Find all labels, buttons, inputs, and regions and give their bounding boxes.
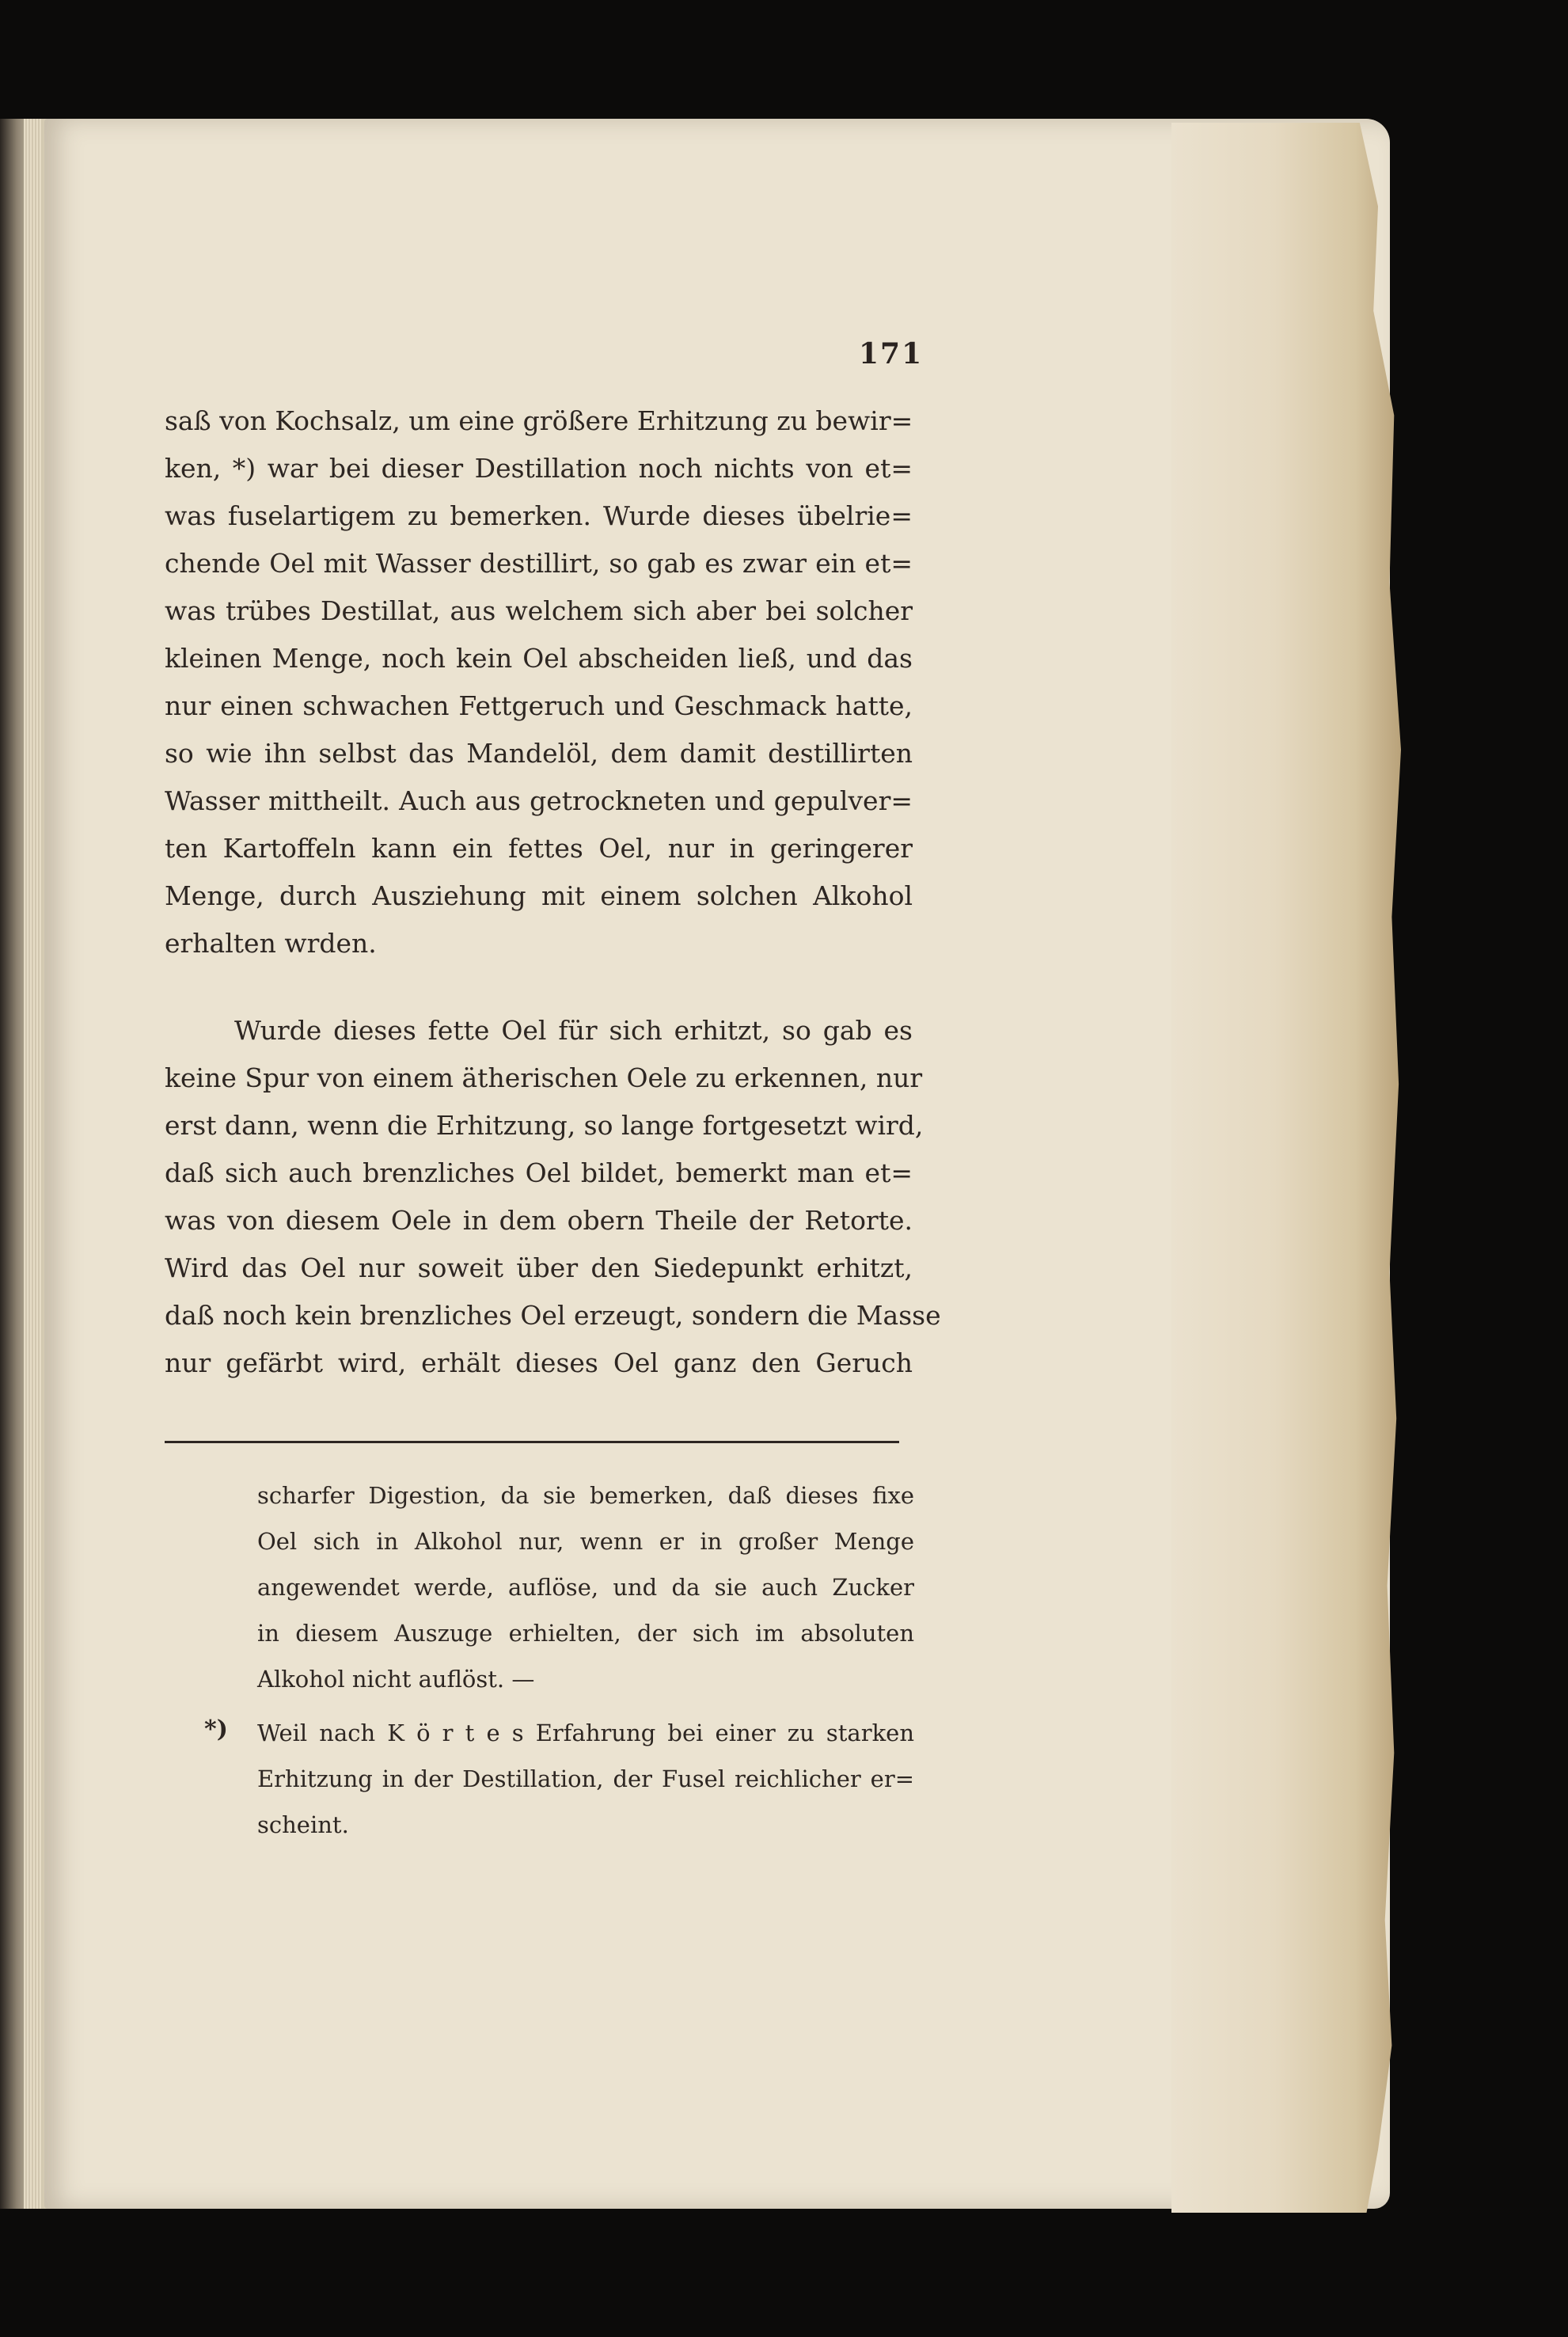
body-line: Wasser mittheilt. Auch aus getrockneten und gepulver= [165, 785, 913, 816]
footnote-line: Oel sich in Alkohol nur, wenn er in großer Menge [257, 1528, 914, 1555]
body-line: nur gefärbt wird, erhält dieses Oel ganz den Geruch [165, 1347, 913, 1378]
body-line: Wird das Oel nur soweit über den Siedepunkt erhitzt, [165, 1252, 913, 1283]
body-line: kleinen Menge, noch kein Oel abscheiden ließ, und das [165, 643, 913, 674]
body-line: erst dann, wenn die Erhitzung, so lange fortgesetzt wird, [165, 1110, 924, 1141]
footnote-line: in diesem Auszuge erhielten, der sich im absoluten [257, 1620, 914, 1647]
left-page-edges [24, 119, 41, 2209]
body-line: erhalten wrden. [165, 928, 377, 959]
footnote-line: scharfer Digestion, da sie bemerken, daß dieses fixe [257, 1482, 914, 1509]
footnote-line: Alkohol nicht auflöst. — [257, 1666, 535, 1693]
footnote-line: angewendet werde, auflöse, und da sie auch Zucker [257, 1574, 914, 1601]
body-line: ten Kartoffeln kann ein fettes Oel, nur in geringerer [165, 833, 913, 864]
body-line: Menge, durch Ausziehung mit einem solchen Alkohol [165, 880, 913, 911]
body-line: ken, *) war bei dieser Destillation noch nichts von et= [165, 453, 913, 484]
footnote-rule [165, 1441, 899, 1443]
body-line: Wurde dieses fette Oel für sich erhitzt, so gab es [234, 1015, 913, 1046]
body-line: was fuselartigem zu bemerken. Wurde dieses übelrie= [165, 500, 913, 531]
footnote-line: Erhitzung in der Destillation, der Fusel reichlicher er= [257, 1765, 914, 1792]
page-frayed-edge [1171, 123, 1401, 2213]
footnote-line: scheint. [257, 1811, 349, 1838]
body-line: nur einen schwachen Fettgeruch und Geschmack hatte, [165, 690, 913, 721]
body-line: was trübes Destillat, aus welchem sich aber bei solcher [165, 595, 913, 626]
page-number: 171 [859, 337, 924, 370]
body-line: chende Oel mit Wasser destillirt, so gab es zwar ein et= [165, 548, 913, 579]
body-line: keine Spur von einem ätherischen Oele zu erkennen, nur [165, 1062, 923, 1093]
footnote-marker: *) [204, 1716, 228, 1743]
body-line: so wie ihn selbst das Mandelöl, dem damit destillirten [165, 738, 913, 769]
body-line: daß noch kein brenzliches Oel erzeugt, sondern die Masse [165, 1300, 941, 1331]
body-line: daß sich auch brenzliches Oel bildet, bemerkt man et= [165, 1157, 913, 1188]
footnote-line: Weil nach K ö r t e s Erfahrung bei einer zu starken [257, 1720, 914, 1746]
body-line: was von diesem Oele in dem obern Theile der Retorte. [165, 1205, 913, 1236]
body-line: saß von Kochsalz, um eine größere Erhitzung zu bewir= [165, 405, 913, 436]
